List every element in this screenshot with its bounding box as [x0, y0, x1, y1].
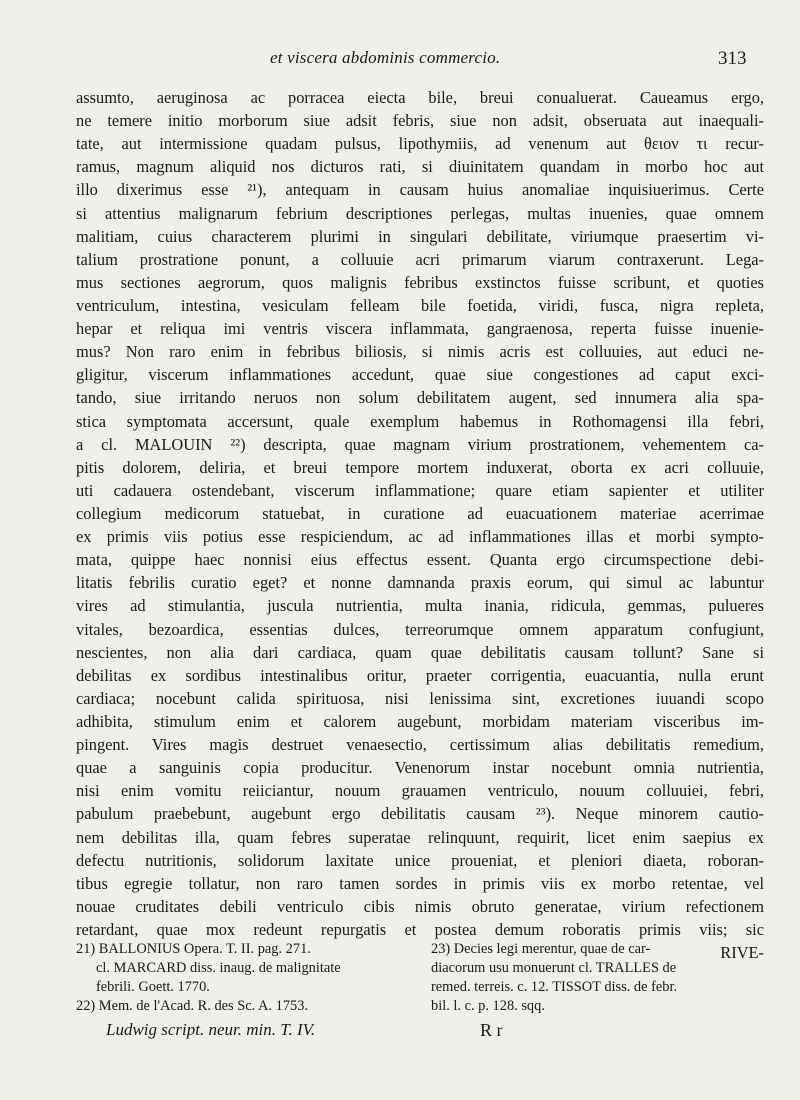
text-line: cardiaca; nocebunt calida spirituosa, nisi lenissima sint, excretiones iuuandi scopo	[76, 688, 764, 708]
page-number: 313	[718, 48, 747, 69]
text-line: si attentius malignarum febrium descriptiones perlegas, multas inuenies, quae omnem	[76, 203, 764, 223]
text-line: ventriculum, intestina, vesiculam felleam bile foetida, viridi, fusca, nigra repleta,	[76, 295, 764, 315]
text-line: debilitas ex sordibus intestinalibus oritur, praeter corrigentia, euacuantia, nulla erunt	[76, 665, 764, 685]
text-line: vitales, bezoardica, essentias dulces, terreorumque omnem apparatum confugiunt,	[76, 619, 764, 639]
text-line: ne temere initio morborum siue adsit febris, siue non adsit, obseruata aut inaequali-	[76, 111, 764, 131]
printer-signature: Ludwig script. neur. min. T. IV.	[106, 1020, 316, 1039]
text-line: nescientes, non alia dari cardiaca, quam quae debilitatis causam tollunt? Sane si	[76, 642, 764, 662]
footnote-line: 23) Decies legi merentur, quae de car-	[431, 941, 651, 957]
text-line: illo dixerimus esse ²¹), antequam in causam huius anomaliae inquisiuerimus. Certe	[76, 180, 764, 200]
text-line: adhibita, stimulum enim et calorem augebunt, morbidam materiam visceribus im-	[76, 711, 764, 731]
text-line: pitis dolorem, deliria, et breui tempore mortem induxerat, oborta ex acri colluuie,	[76, 457, 764, 477]
footnote-line: bil. l. c. p. 128. sqq.	[431, 998, 545, 1014]
text-line: collegium medicorum statuebat, in curatione ad euacuationem materiae acerrimae	[76, 503, 764, 523]
text-line: nouae cruditates debili ventriculo cibis nimis obruto generatae, virium refectionem	[76, 896, 764, 916]
footnotes-right-column	[431, 940, 761, 1016]
text-line: tando, siue irritando neruos non solum debilitatem augent, sed innumera alia spa-	[76, 388, 764, 408]
text-line: mus? Non raro enim in febribus biliosis, si nimis acris est colluuies, aut educi ne-	[76, 342, 764, 362]
footnote-line: 22) Mem. de l'Acad. R. des Sc. A. 1753.	[76, 998, 309, 1014]
text-line: mata, quippe haec nonnisi eius effectus essent. Quanta ergo circumspectione debi-	[76, 550, 764, 570]
text-line: quae a sanguinis copia producitur. Venenorum instar nocebunt omnia nutrientia,	[76, 758, 764, 778]
footnote-line: febrili. Goett. 1770.	[96, 979, 210, 995]
footnotes-left-column	[76, 940, 406, 1016]
text-line: ramus, magnum aliquid nos dicturos rati, si diuinitatem quandam in morbo hoc aut	[76, 157, 764, 177]
footnote-line: 21) BALLONIUS Opera. T. II. pag. 271.	[76, 941, 311, 957]
footnote-line: cl. MARCARD diss. inaug. de malignitate	[96, 960, 341, 976]
text-line: tibus egregie tollatur, non raro tamen sordes in primis viis ex morbo retentae, vel	[76, 873, 764, 893]
body-text	[76, 86, 764, 964]
text-line: ex primis viis potius esse respiciendum, ac ad inflammationes illas et morbi sympto-	[76, 527, 764, 547]
signature-mark: R r	[480, 1020, 503, 1040]
text-line: defectu nutritionis, solidorum laxitate unice proueniat, et pleniori diaeta, roboran-	[76, 850, 764, 870]
text-line: stica symptomata accersunt, quale exemplum habemus in Rothomagensi illa febri,	[76, 411, 764, 431]
text-line: vires ad stimulantia, juscula nutrientia, multa inania, ridicula, gemmas, pulueres	[76, 596, 764, 616]
text-line: litatis febrilis curatio eget? et nonne damnanda praxis eorum, qui simul ac labuntur	[76, 573, 764, 593]
text-line: gligitur, viscerum inflammationes accedunt, quae siue congestiones ad caput exci-	[76, 365, 764, 385]
text-line: talium prostratione ponunt, a colluuie acri primarum viarum contraxerunt. Lega-	[76, 249, 764, 269]
text-line: nem debilitas illa, quam febres superatae relinquunt, requirit, licet enim saepius ex	[76, 827, 764, 847]
text-line: assumto, aeruginosa ac porracea eiecta bile, breui conualuerat. Caueamus ergo,	[76, 88, 764, 107]
text-line: a cl. MALOUIN ²²) descripta, quae magnam virium prostrationem, vehementem ca-	[76, 434, 764, 454]
text-line: mus sectiones aegrorum, quos malignis febribus exstinctos fuisse scribunt, et quoties	[76, 272, 764, 292]
footnote-line: diacorum usu monuerunt cl. TRALLES de	[431, 960, 677, 976]
text-line: retardant, quae mox redeunt repurgatis et postea demum roboratis primis viis; sic	[76, 919, 764, 939]
text-line: pingent. Vires magis destruet venaesectio, certissimum alias debilitatis remedium,	[76, 735, 764, 755]
text-line: RIVE-	[720, 943, 764, 963]
footnotes	[76, 940, 764, 1020]
running-head	[0, 42, 800, 72]
text-line: hepar et reliqua imi ventris viscera inflammata, gangraenosa, reperta fuisse inuenie-	[76, 319, 764, 339]
text-line: uti cadauera ostendebant, viscerum inflammatione; quare etiam sapienter et utiliter	[76, 480, 764, 500]
text-line: nisi enim vomitu reiiciantur, nouum grauamen ventriculo, nouum colluuiei, febri,	[76, 781, 764, 801]
footnote-line: remed. terreis. c. 12. TISSOT diss. de febr.	[431, 979, 678, 995]
running-title: et viscera abdominis commercio.	[270, 48, 501, 67]
text-line: malitiam, cuius characterem plurimi in singulari debilitate, viriumque praesertim vi-	[76, 226, 764, 246]
text-line: pabulum praebebunt, augebunt ergo debilitatis causam ²³). Neque minorem cautio-	[76, 804, 764, 824]
text-line: tate, aut intermissione quadam pulsus, lipothymiis, ad venenum aut θειον τι recur-	[76, 134, 764, 154]
